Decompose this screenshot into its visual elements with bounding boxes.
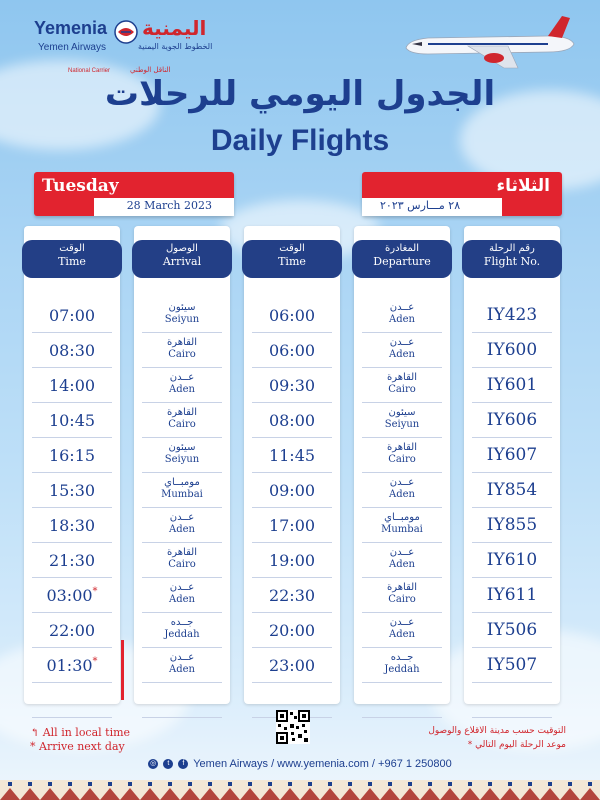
table-row <box>142 648 222 683</box>
departure-city-en: Aden <box>389 489 415 500</box>
table-row <box>252 578 332 613</box>
table-row <box>32 508 112 543</box>
arrival-city-ar: جــده <box>170 617 194 628</box>
departure-city-en: Aden <box>389 629 415 640</box>
arrival-time-text: 10:45 <box>48 411 96 430</box>
flight-number-text: IY600 <box>486 340 538 360</box>
day-ar: الثلاثاء <box>496 176 550 196</box>
arrival-time-text: 16:15 <box>48 446 96 465</box>
table-row <box>142 473 222 508</box>
table-row <box>472 508 552 543</box>
arrival-city-ar: القاهرة <box>167 547 197 558</box>
table-row <box>362 508 442 543</box>
flight-number-text: IY507 <box>486 655 538 675</box>
column-header: رقم الرحلة Flight No. <box>462 240 562 278</box>
arrival-city-ar: القاهرة <box>167 407 197 418</box>
arrival-city-en: Jeddah <box>164 629 200 640</box>
arrival-city-en: Cairo <box>168 559 196 570</box>
arrival-time-text: 07:00 <box>48 306 96 325</box>
flight-number-text: IY610 <box>486 550 538 570</box>
instagram-icon[interactable]: ◎ <box>150 760 157 768</box>
table-row <box>472 403 552 438</box>
note-next-day-en: * Arrive next day <box>30 740 125 753</box>
departure-time-text: 09:30 <box>268 376 316 395</box>
departure-city-en: Cairo <box>388 594 416 605</box>
flight-number-text: IY855 <box>486 515 538 535</box>
date-banner-en <box>34 172 234 216</box>
check-icon: ↰ <box>30 726 40 739</box>
arrival-city-ar: سيئون <box>168 442 196 453</box>
table-row <box>472 438 552 473</box>
departure-city-ar: عــدن <box>389 617 415 628</box>
arrival-city-ar: سيئون <box>168 302 196 313</box>
table-row-empty <box>362 683 442 718</box>
table-row <box>252 298 332 333</box>
departure-city-en: Cairo <box>388 384 416 395</box>
logo-national-carrier-ar: الناقل الوطني <box>130 66 171 74</box>
arrival-city-en: Cairo <box>168 349 196 360</box>
table-row <box>142 333 222 368</box>
table-row <box>32 438 112 473</box>
qr-code-icon[interactable] <box>276 710 310 744</box>
note-next-day-ar: * موعد الرحلة اليوم التالي <box>467 740 566 750</box>
table-row <box>362 648 442 683</box>
arrival-time-text: 14:00 <box>48 376 96 395</box>
flight-number-text: IY606 <box>486 410 538 430</box>
logo-text-ar: اليمنية <box>142 16 207 40</box>
table-row <box>472 578 552 613</box>
table-row <box>472 613 552 648</box>
column-flight-number <box>464 226 560 704</box>
departure-city-ar: مومبــاي <box>384 512 420 523</box>
table-row <box>472 648 552 683</box>
column-header: الوصول Arrival <box>132 240 232 278</box>
table-row <box>252 648 332 683</box>
table-row <box>142 368 222 403</box>
table-row <box>362 368 442 403</box>
departure-time-text: 09:00 <box>268 481 316 500</box>
departure-city-en: Seiyun <box>384 419 420 430</box>
table-row <box>32 368 112 403</box>
arrival-time-text: 03:00* <box>46 586 98 605</box>
arrival-time-text: 22:00 <box>48 621 96 640</box>
departure-city-ar: عــدن <box>389 477 415 488</box>
airplane-icon <box>398 14 578 74</box>
table-row <box>32 298 112 333</box>
column-arrival <box>134 226 230 704</box>
column-header: الوقت Time <box>22 240 122 278</box>
arrival-city-ar: القاهرة <box>167 337 197 348</box>
date-banner-ar <box>362 172 562 216</box>
departure-city-ar: القاهرة <box>387 372 417 383</box>
table-row <box>362 333 442 368</box>
day-en: Tuesday <box>42 176 119 196</box>
table-row-empty <box>472 683 552 718</box>
column-header: الوقت Time <box>242 240 342 278</box>
arrival-city-ar: عــدن <box>169 652 195 663</box>
departure-city-en: Aden <box>389 314 415 325</box>
note-local-time-en: ↰ All in local time <box>30 726 131 739</box>
table-row <box>252 403 332 438</box>
departure-time-text: 06:00 <box>268 341 316 360</box>
table-row <box>472 368 552 403</box>
table-row <box>362 438 442 473</box>
departure-city-ar: عــدن <box>389 302 415 313</box>
table-row <box>32 333 112 368</box>
departure-time-text: 17:00 <box>268 516 316 535</box>
table-row <box>142 403 222 438</box>
arrival-city-en: Aden <box>169 524 195 535</box>
arrival-city-ar: عــدن <box>169 372 195 383</box>
facebook-icon[interactable]: f <box>178 759 188 769</box>
table-row <box>32 543 112 578</box>
next-day-star: * <box>92 586 98 597</box>
table-row <box>142 578 222 613</box>
table-row <box>472 473 552 508</box>
table-row <box>252 613 332 648</box>
table-row <box>142 438 222 473</box>
table-row <box>32 578 112 613</box>
departure-city-ar: عــدن <box>389 547 415 558</box>
arrival-time-text: 01:30* <box>46 656 98 675</box>
departure-city-en: Cairo <box>388 454 416 465</box>
arrival-city-en: Aden <box>169 384 195 395</box>
arrival-city-en: Cairo <box>168 419 196 430</box>
table-row <box>252 368 332 403</box>
footer-pattern <box>0 780 600 800</box>
contact-line <box>0 758 600 770</box>
logo-subtext-en: Yemen Airways <box>38 42 106 53</box>
table-row <box>362 613 442 648</box>
arrival-city-en: Mumbai <box>161 489 203 500</box>
table-row <box>142 508 222 543</box>
arrival-time-text: 18:30 <box>48 516 96 535</box>
flight-number-text: IY423 <box>486 305 538 325</box>
departure-city-ar: سيئون <box>388 407 416 418</box>
table-row <box>32 403 112 438</box>
departure-city-ar: جــده <box>390 652 414 663</box>
table-row <box>252 543 332 578</box>
logo-text-en: Yemenia <box>34 18 108 38</box>
table-row-empty <box>32 683 112 718</box>
arrival-city-en: Seiyun <box>164 314 200 325</box>
column-departure-time <box>244 226 340 704</box>
table-row <box>252 333 332 368</box>
table-row <box>362 298 442 333</box>
table-row <box>142 298 222 333</box>
flight-number-text: IY611 <box>486 585 538 605</box>
column-header: المغادرة Departure <box>352 240 452 278</box>
contact-text: Yemen Airways / www.yemenia.com / +967 1 250800 <box>193 758 452 770</box>
table-row <box>32 648 112 683</box>
flight-number-text: IY607 <box>486 445 538 465</box>
departure-time-text: 11:45 <box>268 446 316 465</box>
note-local-time-ar: التوقيت حسب مدينة الاقلاع والوصول <box>428 726 566 736</box>
table-row <box>362 543 442 578</box>
table-row <box>252 438 332 473</box>
arrival-time-text: 21:30 <box>48 551 96 570</box>
arrival-city-ar: عــدن <box>169 512 195 523</box>
table-row <box>362 578 442 613</box>
departure-time-text: 22:30 <box>268 586 316 605</box>
departure-time-text: 08:00 <box>268 411 316 430</box>
column-arrival-time <box>24 226 120 704</box>
red-accent-line <box>121 640 124 700</box>
departure-time-text: 06:00 <box>268 306 316 325</box>
table-row <box>142 543 222 578</box>
page-title-ar: الجدول اليومي للرحلات <box>104 74 496 114</box>
departure-city-en: Jeddah <box>384 664 420 675</box>
page-title-en: Daily Flights <box>210 124 390 157</box>
table-row <box>252 473 332 508</box>
date-en: 28 March 2023 <box>126 199 212 212</box>
arrival-time-text: 15:30 <box>48 481 96 500</box>
departure-time-text: 23:00 <box>268 656 316 675</box>
twitter-icon[interactable]: t <box>163 759 173 769</box>
column-departure <box>354 226 450 704</box>
flight-number-text: IY506 <box>486 620 538 640</box>
yemenia-logo-icon <box>114 20 138 44</box>
departure-city-en: Aden <box>389 349 415 360</box>
table-row <box>472 543 552 578</box>
departure-time-text: 19:00 <box>268 551 316 570</box>
table-row <box>142 613 222 648</box>
flight-number-text: IY854 <box>486 480 538 500</box>
departure-city-en: Mumbai <box>381 524 423 535</box>
departure-city-ar: القاهرة <box>387 442 417 453</box>
departure-time-text: 20:00 <box>268 621 316 640</box>
flight-number-text: IY601 <box>486 375 538 395</box>
arrival-city-ar: عــدن <box>169 582 195 593</box>
table-row <box>472 298 552 333</box>
table-row-empty <box>142 683 222 718</box>
departure-city-ar: عــدن <box>389 337 415 348</box>
table-row <box>32 473 112 508</box>
arrival-city-en: Aden <box>169 664 195 675</box>
arrival-city-en: Seiyun <box>164 454 200 465</box>
departure-city-en: Aden <box>389 559 415 570</box>
date-ar: ٢٨ مـــارس ٢٠٢٣ <box>380 199 461 212</box>
logo-national-carrier-en: National Carrier <box>68 68 111 74</box>
next-day-star: * <box>92 656 98 667</box>
table-row <box>362 473 442 508</box>
table-row <box>32 613 112 648</box>
arrival-city-ar: مومبــاي <box>164 477 200 488</box>
table-row <box>362 403 442 438</box>
table-row <box>472 333 552 368</box>
arrival-city-en: Aden <box>169 594 195 605</box>
logo-subtext-ar: الخطوط الجوية اليمنية <box>138 42 213 51</box>
departure-city-ar: القاهرة <box>387 582 417 593</box>
arrival-time-text: 08:30 <box>48 341 96 360</box>
table-row <box>252 508 332 543</box>
